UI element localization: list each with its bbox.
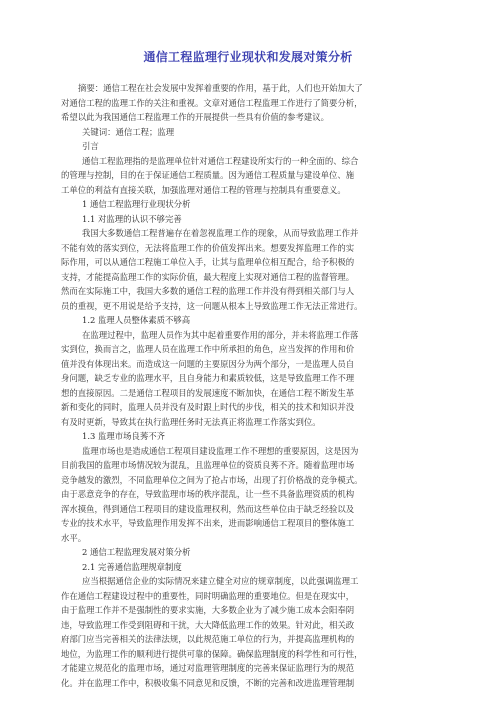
text-line: 在监理过程中，监理人员作为其中起着重要作用的部分，并未将监理工作落 — [82, 329, 359, 340]
text-line: 实到位，换而言之，监理人员在监理工作中所承担的角色，应当发挥的作用和价 — [61, 344, 355, 354]
section-heading: 1.2 监理人员整体素质不够高 — [82, 315, 191, 325]
text-line: 引言 — [82, 141, 99, 151]
text-line: 关键词：通信工程；监理 — [82, 126, 175, 137]
text-line: 才能建立规范化的监理市场，通过对监理管理制度的完善来保证监理行为的规范 — [61, 663, 355, 673]
text-line: 然而在实际施工中，我国大多数的通信工程的监理工作并没有得到相关部门与人 — [61, 286, 355, 296]
text-line: 对通信工程的监理工作的关注和重视。文章对通信工程监理工作进行了简要分析， — [61, 97, 363, 108]
document-body — [61, 81, 441, 690]
text-line: 府部门应当完善相关的法律法规，以此规范施工单位的行为，并提高监理机构的 — [61, 634, 355, 644]
text-line: 专业的技术水平，导致监理作用发挥不出来，进而影响通信工程项目的整体施工 — [61, 518, 355, 528]
text-line: 希望以此为我国通信工程监理工作的开展提供一些具有价值的参考建议。 — [61, 112, 329, 122]
text-line: 不能有效的落实到位，无法将监理工作的价值发挥出来。想要发挥监理工作的实 — [61, 242, 355, 253]
text-line: 通信工程监理指的是监理单位针对通信工程建设所实行的一种全面的、综合 — [82, 155, 359, 166]
text-line: 支持，才能提高监理工作的实际价值，最大程度上实现对通信工程的监督管理。 — [61, 271, 355, 282]
text-line: 身问题，缺乏专业的监理水平，且自身能力和素质较低，这是导致监理工作不理 — [61, 373, 355, 383]
section-heading: 2.1 完善通信监理规章制度 — [82, 561, 182, 572]
section-heading: 1 通信工程监理行业现状分析 — [82, 199, 191, 209]
text-line: 际作用，可以从通信工程施工单位入手，让其与监理单位相互配合，给予积极的 — [61, 257, 355, 267]
text-line: 由于监理工作并不是强制性的要求实施，大多数企业为了减少施工成本会阳奉阴 — [61, 605, 355, 615]
text-line: 浑水摸鱼，得到通信工程项目的建设监理权利，然而这些单位由于缺乏经验以及 — [61, 503, 355, 514]
text-line: 值并没有体现出来。而造成这一问题的主要原因分为两个部分，一是监理人员自 — [61, 358, 355, 369]
text-line: 想的直接原因。二是通信工程项目的发展速度不断加快，在通信工程不断发生革 — [61, 387, 355, 398]
document-title: 通信工程监理行业现状和发展对策分析 — [143, 50, 353, 64]
text-line: 由于恶意竞争的存在，导致监理市场的秩序混乱，让一些不具备监理资质的机构 — [61, 489, 355, 499]
text-line: 有及时更新，导致其在执行监理任务时无法真正将监理工作落实到位。 — [61, 416, 321, 427]
text-line: 监理市场也是造成通信工程项目建设监理工作不理想的重要原因，这是因为 — [82, 445, 359, 456]
text-line: 竞争越发的激烈，不同监理单位之间为了抢占市场，出现了打价格战的竞争模式。 — [61, 474, 363, 485]
text-line: 违，导致监理工作受到阻碍和干扰，大大降低监理工作的效果。针对此，相关政 — [61, 619, 355, 630]
text-line: 摘要：通信工程在社会发展中发挥着重要的作用，基于此，人们也开始加大了 — [78, 83, 363, 93]
section-heading: 1.3 监理市场良莠不齐 — [82, 431, 165, 441]
section-heading: 2 通信工程监理发展对策分析 — [82, 547, 191, 557]
text-line: 的管理与控制，目的在于保证通信工程质量。因为通信工程质量与建设单位、施 — [61, 170, 355, 180]
text-line: 作在通信工程建设过程中的重要性，同时明确监理的重要地位。但是在现实中， — [61, 590, 355, 601]
section-heading: 1.1 对监理的认识不够完善 — [82, 213, 182, 224]
text-line: 员的重视，更不用说是给予支持，这一问题从根本上导致监理工作无法正常进行。 — [61, 300, 363, 311]
text-line: 新和变化的同时，监理人员并没有及时跟上时代的步伐，相关的技术和知识并没 — [61, 402, 355, 412]
text-line: 目前我国的监理市场情况较为混乱，且监理单位的资质良莠不齐。随着监理市场 — [61, 460, 355, 470]
text-line: 应当根据通信企业的实际情况来建立健全对应的规章制度，以此强调监理工 — [82, 576, 359, 586]
text-line: 地位，为监理工作的顺利进行提供可靠的保障。确保监理制度的科学性和可行性， — [61, 648, 363, 659]
text-line: 工单位的利益有直接关联，加强监理对通信工程的管理与控制具有重要意义。 — [61, 184, 346, 195]
text-line: 化。并在监理工作中，积极收集不同意见和反馈，不断的完善和改进监理管理制 — [61, 677, 355, 688]
text-line: 我国大多数通信工程普遍存在着忽视监理工作的现象，从而导致监理工作并 — [82, 228, 359, 238]
text-line: 水平。 — [61, 532, 87, 543]
